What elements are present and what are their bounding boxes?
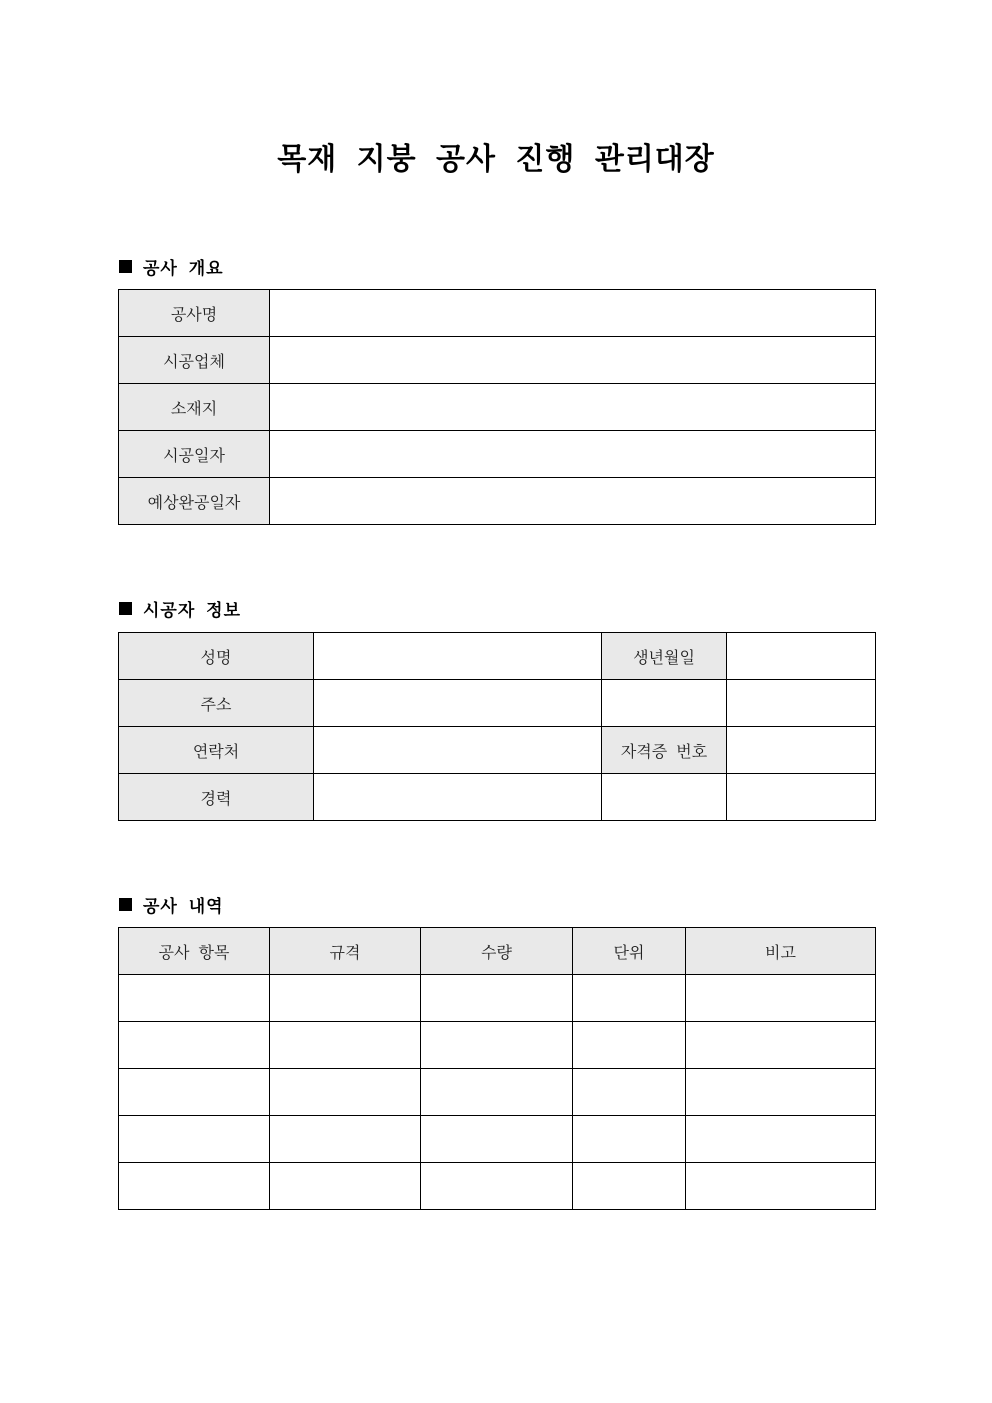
cell-spec[interactable] [270, 1163, 421, 1210]
label-project-name: 공사명 [119, 290, 270, 337]
label-license-number: 자격증 번호 [602, 727, 727, 774]
input-location[interactable] [270, 384, 876, 431]
cell-spec[interactable] [270, 975, 421, 1022]
cell-unit[interactable] [573, 1022, 686, 1069]
table-row [119, 633, 876, 680]
label-start-date: 시공일자 [119, 431, 270, 478]
cell-quantity[interactable] [421, 1163, 573, 1210]
section-heading-text: 공사 개요 [143, 259, 224, 279]
black-square-icon [119, 260, 132, 273]
table-header-row [119, 928, 876, 975]
table-row [119, 1116, 876, 1163]
label-location: 소재지 [119, 384, 270, 431]
section-heading-text: 공사 내역 [143, 897, 224, 917]
input-expected-completion-date[interactable] [270, 478, 876, 525]
cell-item[interactable] [119, 975, 270, 1022]
overview-table [118, 289, 876, 525]
label-contractor-company: 시공업체 [119, 337, 270, 384]
column-header-spec: 규격 [270, 928, 421, 975]
column-header-unit: 단위 [573, 928, 686, 975]
cell-unit[interactable] [573, 1163, 686, 1210]
cell-remarks[interactable] [686, 1163, 876, 1210]
section-heading-overview [119, 254, 224, 279]
cell-remarks[interactable] [686, 1116, 876, 1163]
cell-quantity[interactable] [421, 1022, 573, 1069]
blank-cell[interactable] [727, 774, 876, 821]
table-row [119, 478, 876, 525]
label-address: 주소 [119, 680, 314, 727]
page-title: 목재 지붕 공사 진행 관리대장 [277, 142, 715, 177]
cell-remarks[interactable] [686, 975, 876, 1022]
column-header-quantity: 수량 [421, 928, 573, 975]
section-heading-details [119, 892, 224, 917]
column-header-item: 공사 항목 [119, 928, 270, 975]
table-row [119, 1163, 876, 1210]
section-heading-contractor [119, 596, 241, 621]
label-expected-completion-date: 예상완공일자 [119, 478, 270, 525]
table-row [119, 774, 876, 821]
input-birth-date[interactable] [727, 633, 876, 680]
table-row [119, 680, 876, 727]
cell-unit[interactable] [573, 1069, 686, 1116]
details-table [118, 927, 876, 1210]
black-square-icon [119, 602, 132, 615]
cell-quantity[interactable] [421, 1069, 573, 1116]
blank-cell[interactable] [602, 680, 727, 727]
table-row [119, 1022, 876, 1069]
input-license-number[interactable] [727, 727, 876, 774]
input-name[interactable] [314, 633, 602, 680]
input-career[interactable] [314, 774, 602, 821]
black-square-icon [119, 898, 132, 911]
table-row [119, 975, 876, 1022]
label-contact: 연락처 [119, 727, 314, 774]
input-contact[interactable] [314, 727, 602, 774]
cell-quantity[interactable] [421, 975, 573, 1022]
input-contractor-company[interactable] [270, 337, 876, 384]
blank-cell[interactable] [602, 774, 727, 821]
label-name: 성명 [119, 633, 314, 680]
table-row [119, 431, 876, 478]
cell-spec[interactable] [270, 1069, 421, 1116]
table-row [119, 384, 876, 431]
input-project-name[interactable] [270, 290, 876, 337]
input-start-date[interactable] [270, 431, 876, 478]
section-heading-text: 시공자 정보 [143, 601, 242, 621]
cell-item[interactable] [119, 1116, 270, 1163]
cell-quantity[interactable] [421, 1116, 573, 1163]
column-header-remarks: 비고 [686, 928, 876, 975]
cell-unit[interactable] [573, 975, 686, 1022]
cell-remarks[interactable] [686, 1022, 876, 1069]
cell-item[interactable] [119, 1022, 270, 1069]
table-row [119, 727, 876, 774]
table-row [119, 1069, 876, 1116]
label-career: 경력 [119, 774, 314, 821]
label-birth-date: 생년월일 [602, 633, 727, 680]
cell-item[interactable] [119, 1069, 270, 1116]
input-address[interactable] [314, 680, 602, 727]
cell-unit[interactable] [573, 1116, 686, 1163]
blank-cell[interactable] [727, 680, 876, 727]
cell-spec[interactable] [270, 1022, 421, 1069]
cell-item[interactable] [119, 1163, 270, 1210]
cell-remarks[interactable] [686, 1069, 876, 1116]
contractor-table [118, 632, 876, 821]
table-row [119, 290, 876, 337]
table-row [119, 337, 876, 384]
cell-spec[interactable] [270, 1116, 421, 1163]
